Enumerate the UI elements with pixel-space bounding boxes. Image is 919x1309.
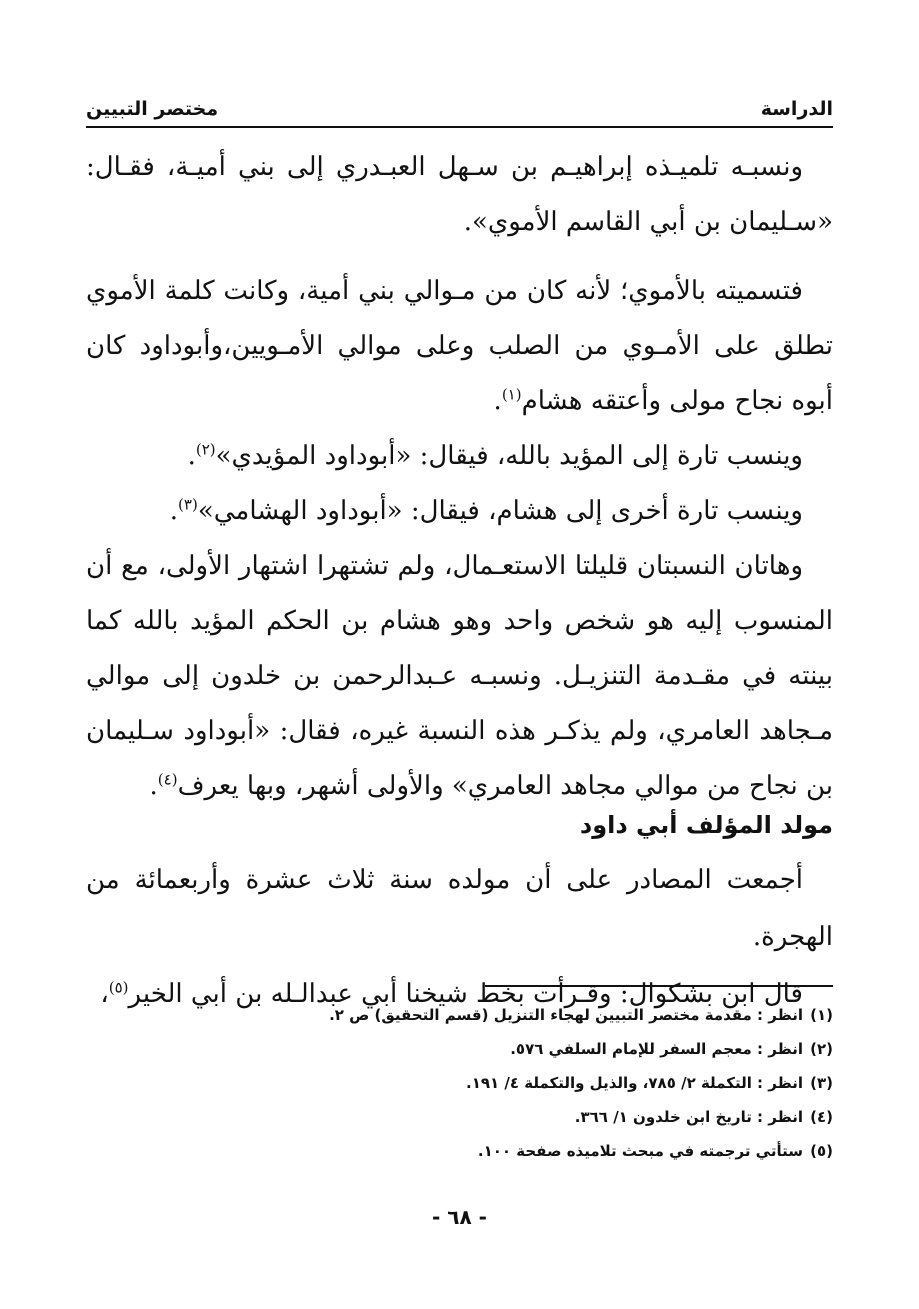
paragraph-4-text: وينسب تارة أخرى إلى هشام، فيقال: «أبوداود الهشامي» <box>197 496 803 526</box>
paragraph-3-text: وينسب تارة إلى المؤيد بالله، فيقال: «أبوداود المؤيدي» <box>215 441 803 471</box>
paragraph-4 <box>86 484 833 539</box>
footnote-number: (٣) <box>810 1074 833 1092</box>
footnotes <box>86 998 833 1168</box>
footnote-ref-5[interactable]: (٥) <box>108 978 129 997</box>
footnote-ref-1[interactable]: (١) <box>501 385 522 404</box>
header-section-title: الدراسة <box>760 98 833 120</box>
footnote-number: (٤) <box>810 1108 833 1126</box>
footnote-text: انظر : تاريخ ابن خلدون ١/ ٣٦٦. <box>574 1108 803 1126</box>
paragraph-5-end: . <box>149 771 158 801</box>
footnote-number: (١) <box>810 1006 833 1024</box>
footnote-item <box>86 1134 833 1168</box>
footnote-text: انظر : مقدمة مختصر التبيين لهجاء التنزيل (قسم التحقيق) ص ٢. <box>329 1006 803 1024</box>
header-book-title: مختصر التبيين <box>86 98 219 120</box>
page-number: - ٦٨ - <box>432 1205 487 1229</box>
header-rule <box>86 126 833 128</box>
footnote-item <box>86 1100 833 1134</box>
paragraph-7-end: ، <box>100 979 109 1009</box>
paragraph-7-text: قال ابن بشكوال: وقـرأت بخط شيخنا أبي عبدالـله بن أبي الخير <box>128 979 803 1009</box>
paragraph-1: ونسبـه تلميـذه إبراهيـم بن سـهل العبـدري إلى بني أميـة، فقـال: «سـليمان بن أبي القاسم الأموي». <box>86 152 833 237</box>
footnote-text: انظر : معجم السفر للإمام السلفي ٥٧٦. <box>510 1040 803 1058</box>
paragraph-4-end: . <box>169 496 179 526</box>
running-header <box>86 84 833 120</box>
footnote-text: انظر : التكملة ٢/ ٧٨٥، والذيل والتكملة ٤/ ١٩١. <box>465 1074 803 1092</box>
footnote-item <box>86 1032 833 1066</box>
paragraph-5-text: وهاتان النسبتان قليلتا الاستعـمال، ولم تشتهرا اشتهار الأولى، مع أن المنسوب إليه هو شخص واحد وهو هشام بن الحكم المؤيد بالله كما بينته في مقـدمة التنزيـل. ونسبـه عـبدالرحمن بن خلدون إلى موالي مـجاهد العامري، ولم يذكـر هذه النسبة غيره، فقال: «أبوداود سـليمان بن نجاح من موالي مجاهد العامري» والأولى أشهر، وبها يعرف <box>86 551 833 801</box>
footnote-item <box>86 1066 833 1100</box>
paragraph-2-text: فتسميته بالأموي؛ لأنه كان من مـوالي بني أمية، وكانت كلمة الأموي تطلق على الأمـوي من الصلب وعلى موالي الأمـويين،وأبوداود كان أبوه نجاح مولى وأعتقه هشام <box>86 276 833 416</box>
section-heading: مولد المؤلف أبي داود <box>579 811 833 839</box>
paragraph-5 <box>86 539 833 814</box>
footnote-ref-4[interactable]: (٤) <box>157 770 178 789</box>
footnote-item <box>86 998 833 1032</box>
main-text <box>86 140 833 814</box>
footnote-rule <box>485 985 833 987</box>
footnote-text: ستأتي ترجمته في مبحث تلاميذه صفحة ١٠٠. <box>477 1142 803 1160</box>
paragraph-3 <box>86 429 833 484</box>
paragraph-2 <box>86 264 833 429</box>
paragraph-2-end: . <box>493 386 502 416</box>
footnote-ref-2[interactable]: (٢) <box>195 440 216 459</box>
paragraph-6: أجمعت المصادر على أن مولده سنة ثلاث عشرة وأربعمائة من الهجرة. <box>86 865 833 952</box>
footnote-number: (٥) <box>810 1142 833 1160</box>
footnote-ref-3[interactable]: (٣) <box>178 495 198 514</box>
footnote-number: (٢) <box>810 1040 833 1058</box>
paragraph-3-end: . <box>187 441 196 471</box>
